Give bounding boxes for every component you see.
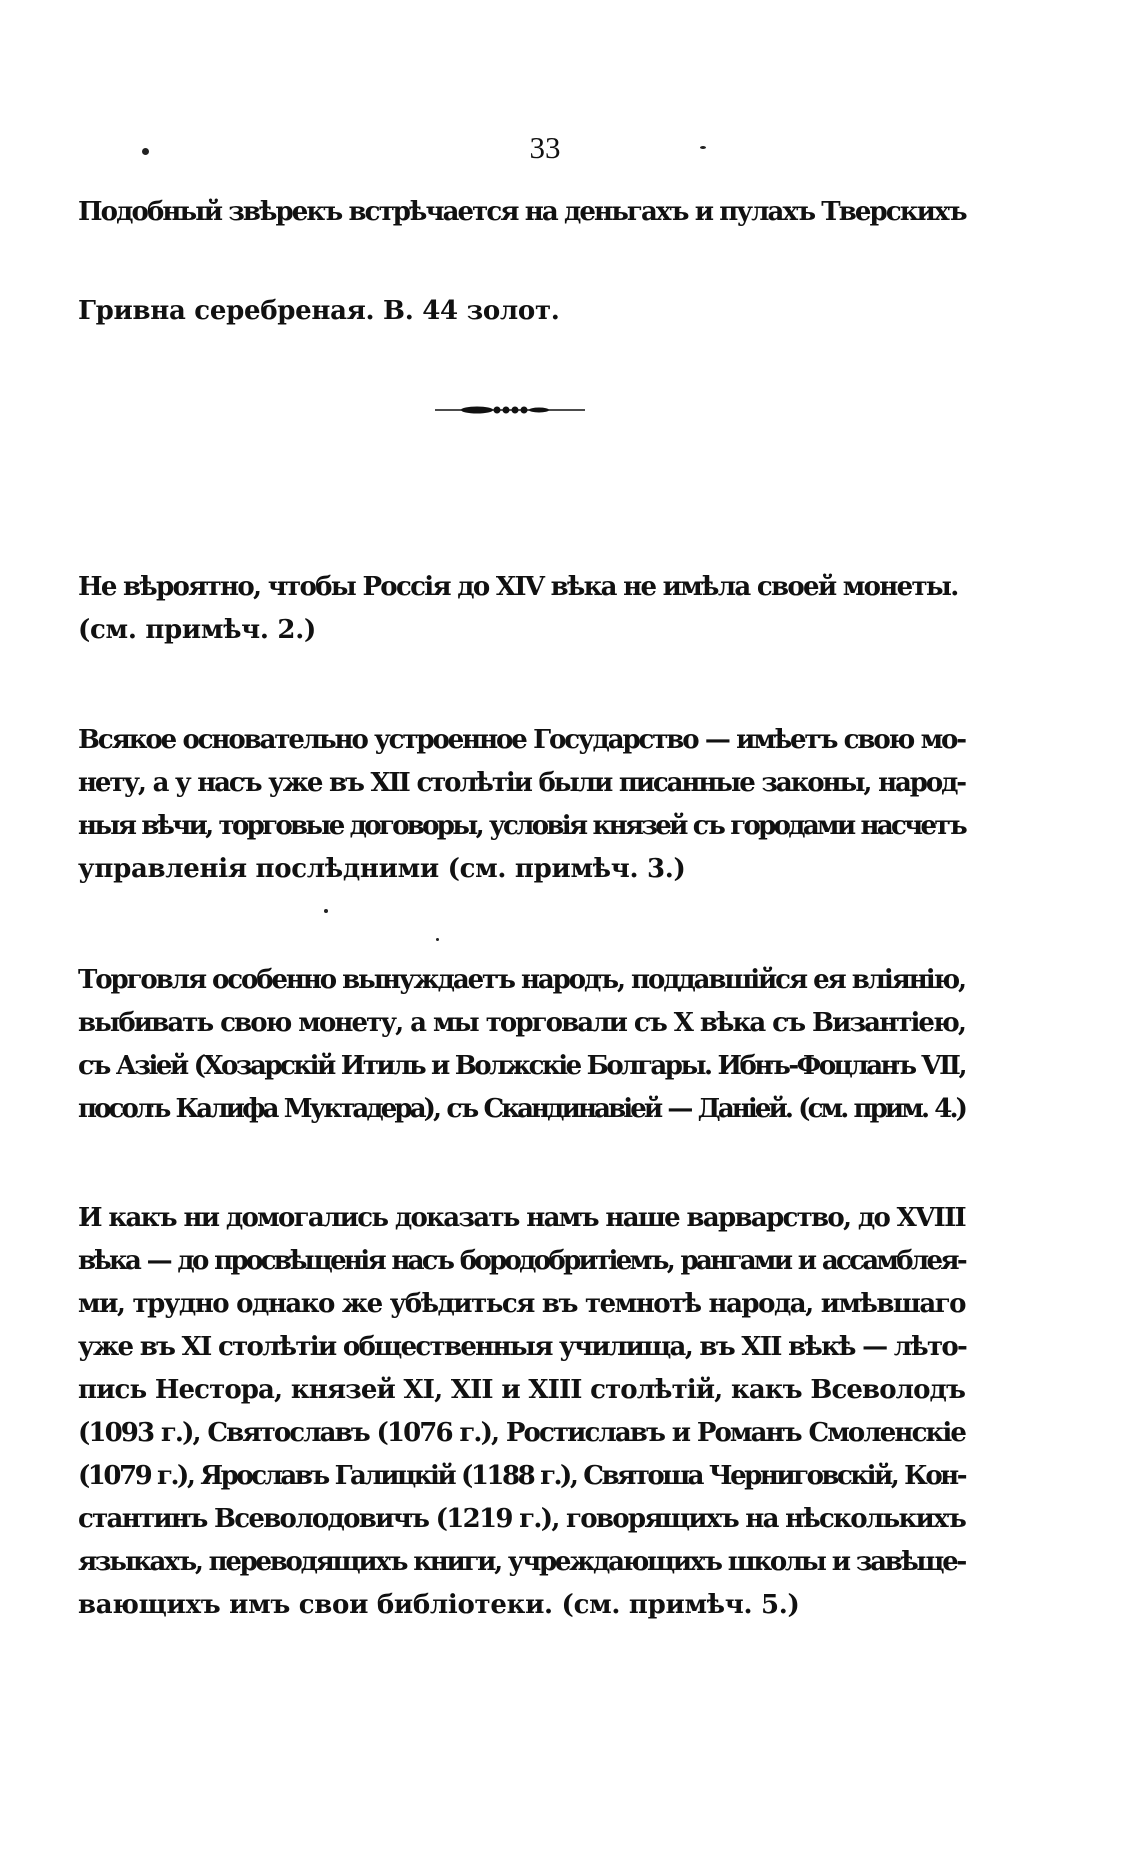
text-line: ми, трудно однако же убѣдиться въ темнотѣ народа, имѣвшаго — [78, 1289, 965, 1319]
ornament-divider — [435, 400, 585, 420]
page-number: 33 — [529, 130, 561, 165]
print-speck — [142, 148, 149, 155]
text-line: нету, а у насъ уже въ XII столѣтіи были писанные законы, народ- — [78, 768, 965, 798]
text-line: Торговля особенно вынуждаетъ народъ, поддавшійся ея вліянію, — [78, 965, 965, 995]
text-line: Гривна серебреная. В. 44 золот. — [78, 296, 560, 326]
text-line: посолъ Калифа Муктадера), съ Скандинавіей — Даніей. (см. прим. 4.) — [78, 1094, 965, 1124]
text-line: Подобный звѣрекъ встрѣчается на деньгахъ и пулахъ Тверскихъ — [78, 197, 966, 227]
text-line: вѣка — до просвѣщенія насъ бородобритіемъ, рангами и ассамблея- — [78, 1246, 965, 1276]
text-line: (1093 г.), Святославъ (1076 г.), Ростиславъ и Романъ Смоленскіе — [78, 1418, 965, 1448]
text-line: Не вѣроятно, чтобы Россія до XIV вѣка не имѣла своей монеты. — [78, 572, 958, 602]
text-line: стантинъ Всеволодовичъ (1219 г.), говорящихъ на нѣсколькихъ — [78, 1504, 966, 1534]
text-line: И какъ ни домогались доказать намъ наше варварство, до XVIII — [78, 1203, 965, 1233]
text-line: уже въ XI столѣтіи общественныя училища, въ XII вѣкѣ — лѣто- — [78, 1332, 967, 1362]
text-line: выбивать свою монету, а мы торговали съ X вѣка съ Византіею, — [78, 1008, 965, 1038]
text-line: (1079 г.), Ярославъ Галицкій (1188 г.), Святоша Черниговскій, Кон- — [78, 1461, 965, 1491]
text-line: Всякое основательно устроенное Государство — имѣетъ свою мо- — [78, 725, 965, 755]
text-line: языкахъ, переводящихъ книги, учреждающихъ школы и завѣще- — [78, 1547, 965, 1577]
text-line: управленія послѣдними (см. примѣч. 3.) — [78, 854, 686, 884]
text-line: (см. примѣч. 2.) — [78, 615, 316, 645]
text-line: вающихъ имъ свои библіотеки. (см. примѣч. 5.) — [78, 1590, 800, 1620]
print-speck — [700, 146, 706, 149]
print-speck — [436, 938, 439, 941]
text-line: пись Нестора, князей XI, XII и XIII столѣтій, какъ Всеволодъ — [78, 1375, 965, 1405]
print-speck — [324, 909, 328, 913]
text-line: съ Азіей (Хозарскій Итиль и Волжскіе Болгары. Ибнъ-Фоцланъ VII, — [78, 1051, 965, 1081]
text-line: ныя вѣчи, торговые договоры, условія князей съ городами насчетъ — [78, 811, 965, 841]
